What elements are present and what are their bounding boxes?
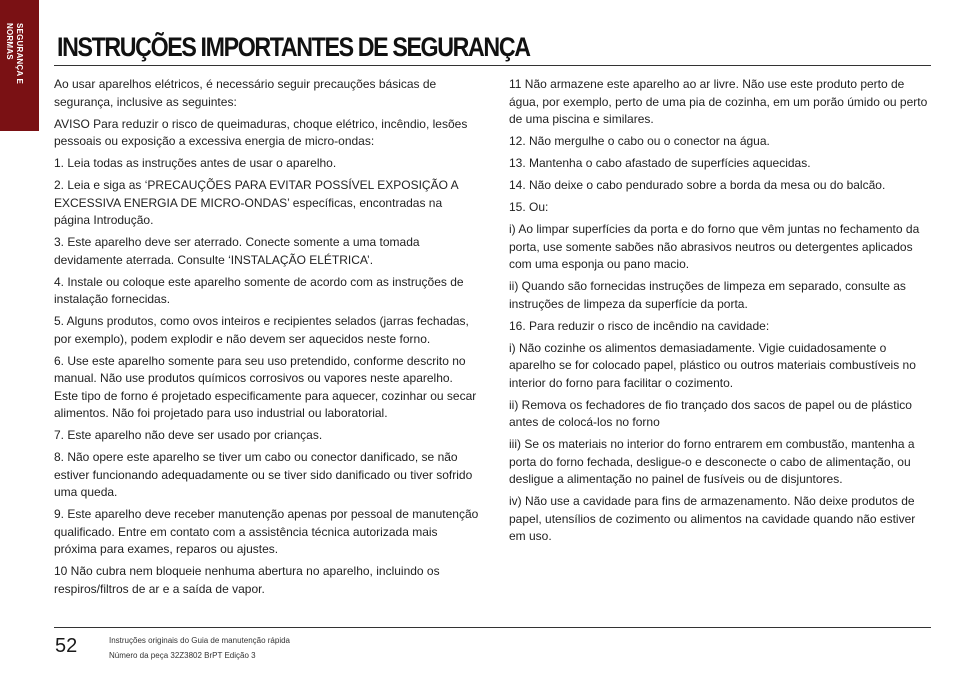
paragraph: 3. Este aparelho deve ser aterrado. Conecte somente a uma tomada devidamente aterrada. Consulte ‘INSTALAÇÃO ELÉTRICA’. — [54, 235, 420, 267]
paragraph: Ao usar aparelhos elétricos, é necessário seguir precauções básicas de segurança, inclusive as seguintes: — [54, 77, 437, 109]
paragraph: i) Ao limpar superfícies da porta e do forno que vêm juntas no fechamento da porta, use somente sabões não abrasivos neutros ou detergentes aplicados com uma esponja ou pano macio. — [509, 222, 920, 271]
paragraph: iv) Não use a cavidade para fins de armazenamento. Não deixe produtos de papel, utensílios de cozimento ou alimentos na cavidade quando não estiver em uso. — [509, 494, 916, 543]
footer-divider — [54, 627, 931, 628]
paragraph: 16. Para reduzir o risco de incêndio na cavidade: — [509, 318, 770, 333]
paragraph: ii) Quando são fornecidas instruções de limpeza em separado, consulte as instruções de limpeza da superfície da porta. — [509, 279, 906, 311]
paragraph: 2. Leia e siga as ‘PRECAUÇÕES PARA EVITAR POSSÍVEL EXPOSIÇÃO A EXCESSIVA ENERGIA DE MICRO-ONDAS’ específicas, encontradas na página Introdução. — [54, 178, 458, 227]
paragraph: 8. Não opere este aparelho se tiver um cabo ou conector danificado, se não estiver funcionando adequadamente ou se tiver sido danificado ou tiver sofrido uma queda. — [54, 450, 473, 499]
paragraph: 1. Leia todas as instruções antes de usar o aparelho. — [54, 156, 337, 170]
paragraph: 9. Este aparelho deve receber manutenção apenas por pessoal de manutenção qualificado. Entre em contato com a assistência técnica autorizada mais próxima para exames, reparos ou ajustes. — [54, 507, 479, 556]
right-column — [509, 76, 931, 550]
paragraph: 14. Não deixe o cabo pendurado sobre a borda da mesa ou do balcão. — [509, 178, 886, 192]
page-number: 52 — [55, 635, 78, 657]
paragraph: 12. Não mergulhe o cabo ou o conector na água. — [509, 134, 770, 148]
paragraph: iii) Se os materiais no interior do forno entrarem em combustão, mantenha a porta do forno fechada, desligue-o e desconecte o cabo de alimentação, ou desligue a alimentação no painel de fusíveis ou de disjuntores. — [509, 437, 915, 486]
paragraph: 7. Este aparelho não deve ser usado por crianças. — [54, 428, 323, 442]
paragraph: 13. Mantenha o cabo afastado de superfícies aquecidas. — [509, 156, 811, 170]
left-column — [54, 76, 479, 603]
paragraph: ii) Remova os fechadores de fio trançado dos sacos de papel ou de plástico antes de colocá-los no forno — [509, 397, 912, 429]
section-tab-label: SEGURANÇA E NORMAS — [5, 23, 24, 85]
title-divider — [54, 65, 931, 66]
footer-guide-title: Instruções originais do Guia de manutenção rápida — [109, 636, 290, 645]
paragraph: 5. Alguns produtos, como ovos inteiros e recipientes selados (jarras fechadas, por exemplo), podem explodir e não devem ser aquecidos neste forno. — [54, 314, 469, 346]
paragraph: AVISO Para reduzir o risco de queimaduras, choque elétrico, incêndio, lesões pessoais ou exposição a excessiva energia de micro-ondas: — [54, 116, 468, 148]
footer-part-number: Número da peça 32Z3802 BrPT Edição 3 — [109, 651, 256, 660]
paragraph: 6. Use este aparelho somente para seu uso pretendido, conforme descrito no manual. Não use produtos químicos corrosivos ou vapores neste aparelho. Este tipo de forno é projetado especificamente para aquecer, cozinhar ou secar alimentos. Não foi projetado para uso industrial ou laboratorial. — [54, 353, 477, 420]
paragraph: 15. Ou: — [509, 200, 549, 214]
paragraph: i) Não cozinhe os alimentos demasiadamente. Vigie cuidadosamente o aparelho se for colocado papel, plástico ou outros materiais combustíveis no interior do forno para facilitar o cozimento. — [509, 340, 916, 390]
section-tab — [0, 0, 39, 131]
paragraph: 10 Não cubra nem bloqueie nenhuma abertura no aparelho, incluindo os respiros/filtros de ar e a saída de vapor. — [54, 564, 440, 596]
paragraph: 11 Não armazene este aparelho ao ar livre. Não use este produto perto de água, por exemplo, perto de uma pia de cozinha, em um porão úmido ou perto de uma piscina e similares. — [509, 77, 928, 126]
paragraph: 4. Instale ou coloque este aparelho somente de acordo com as instruções de instalação fornecidas. — [54, 274, 464, 306]
page-title: INSTRUÇÕES IMPORTANTES DE SEGURANÇA — [57, 32, 530, 62]
